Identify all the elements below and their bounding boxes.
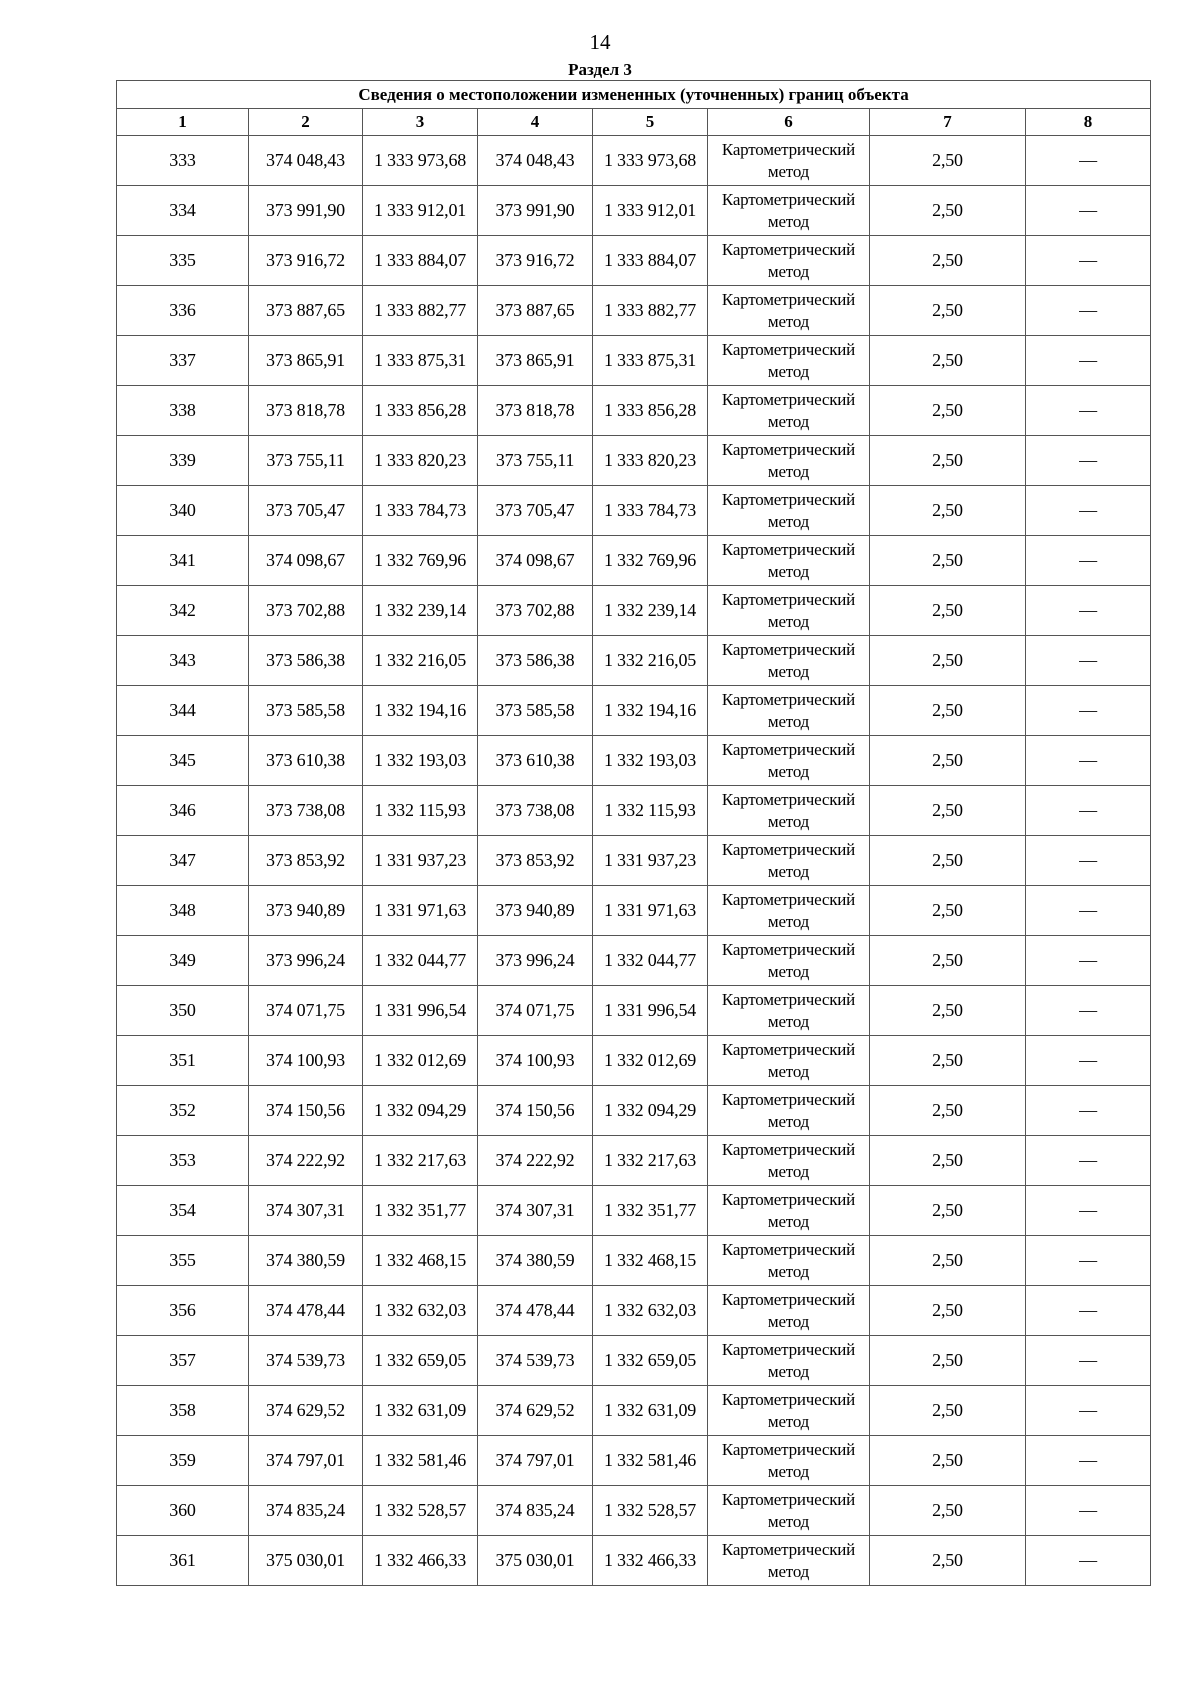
accuracy-cell: 2,50 xyxy=(870,136,1026,186)
point-number-cell: 339 xyxy=(117,436,249,486)
method-cell: Картометрический метод xyxy=(708,1186,870,1236)
y-old-cell: 1 333 882,77 xyxy=(363,286,478,336)
x-new-cell: 374 048,43 xyxy=(478,136,593,186)
table-row xyxy=(117,1536,1151,1586)
note-cell: — xyxy=(1026,186,1151,236)
note-cell: — xyxy=(1026,736,1151,786)
accuracy-cell: 2,50 xyxy=(870,686,1026,736)
point-number-cell: 346 xyxy=(117,786,249,836)
note-cell: — xyxy=(1026,686,1151,736)
y-old-cell: 1 332 216,05 xyxy=(363,636,478,686)
note-cell: — xyxy=(1026,586,1151,636)
x-new-cell: 374 380,59 xyxy=(478,1236,593,1286)
note-cell: — xyxy=(1026,1486,1151,1536)
note-cell: — xyxy=(1026,786,1151,836)
y-old-cell: 1 333 973,68 xyxy=(363,136,478,186)
y-old-cell: 1 332 466,33 xyxy=(363,1536,478,1586)
column-number: 3 xyxy=(363,109,478,136)
y-new-cell: 1 332 466,33 xyxy=(593,1536,708,1586)
table-body xyxy=(117,136,1151,1586)
accuracy-cell: 2,50 xyxy=(870,1236,1026,1286)
table-row xyxy=(117,186,1151,236)
y-new-cell: 1 332 528,57 xyxy=(593,1486,708,1536)
column-number: 8 xyxy=(1026,109,1151,136)
note-cell: — xyxy=(1026,136,1151,186)
x-old-cell: 373 853,92 xyxy=(249,836,363,886)
x-old-cell: 374 380,59 xyxy=(249,1236,363,1286)
x-old-cell: 373 865,91 xyxy=(249,336,363,386)
y-old-cell: 1 332 528,57 xyxy=(363,1486,478,1536)
y-new-cell: 1 333 973,68 xyxy=(593,136,708,186)
method-cell: Картометрический метод xyxy=(708,1536,870,1586)
x-old-cell: 373 755,11 xyxy=(249,436,363,486)
accuracy-cell: 2,50 xyxy=(870,1036,1026,1086)
y-old-cell: 1 332 094,29 xyxy=(363,1086,478,1136)
point-number-cell: 351 xyxy=(117,1036,249,1086)
x-old-cell: 374 629,52 xyxy=(249,1386,363,1436)
table-row xyxy=(117,1236,1151,1286)
x-new-cell: 373 705,47 xyxy=(478,486,593,536)
column-number: 4 xyxy=(478,109,593,136)
y-old-cell: 1 332 632,03 xyxy=(363,1286,478,1336)
y-old-cell: 1 332 631,09 xyxy=(363,1386,478,1436)
y-new-cell: 1 333 912,01 xyxy=(593,186,708,236)
x-new-cell: 374 150,56 xyxy=(478,1086,593,1136)
y-new-cell: 1 332 632,03 xyxy=(593,1286,708,1336)
note-cell: — xyxy=(1026,1536,1151,1586)
y-old-cell: 1 332 044,77 xyxy=(363,936,478,986)
accuracy-cell: 2,50 xyxy=(870,1386,1026,1436)
y-old-cell: 1 332 012,69 xyxy=(363,1036,478,1086)
note-cell: — xyxy=(1026,936,1151,986)
point-number-cell: 336 xyxy=(117,286,249,336)
method-cell: Картометрический метод xyxy=(708,836,870,886)
point-number-cell: 338 xyxy=(117,386,249,436)
point-number-cell: 360 xyxy=(117,1486,249,1536)
x-new-cell: 373 853,92 xyxy=(478,836,593,886)
x-old-cell: 373 887,65 xyxy=(249,286,363,336)
x-old-cell: 373 585,58 xyxy=(249,686,363,736)
note-cell: — xyxy=(1026,1036,1151,1086)
y-old-cell: 1 331 996,54 xyxy=(363,986,478,1036)
y-old-cell: 1 333 856,28 xyxy=(363,386,478,436)
table-row xyxy=(117,136,1151,186)
point-number-cell: 361 xyxy=(117,1536,249,1586)
accuracy-cell: 2,50 xyxy=(870,736,1026,786)
x-old-cell: 374 478,44 xyxy=(249,1286,363,1336)
x-new-cell: 374 797,01 xyxy=(478,1436,593,1486)
accuracy-cell: 2,50 xyxy=(870,936,1026,986)
y-old-cell: 1 332 769,96 xyxy=(363,536,478,586)
method-cell: Картометрический метод xyxy=(708,1336,870,1386)
accuracy-cell: 2,50 xyxy=(870,836,1026,886)
method-cell: Картометрический метод xyxy=(708,236,870,286)
method-cell: Картометрический метод xyxy=(708,536,870,586)
x-old-cell: 374 150,56 xyxy=(249,1086,363,1136)
y-old-cell: 1 332 217,63 xyxy=(363,1136,478,1186)
point-number-cell: 352 xyxy=(117,1086,249,1136)
accuracy-cell: 2,50 xyxy=(870,1086,1026,1136)
y-old-cell: 1 331 971,63 xyxy=(363,886,478,936)
point-number-cell: 345 xyxy=(117,736,249,786)
note-cell: — xyxy=(1026,1186,1151,1236)
y-new-cell: 1 333 856,28 xyxy=(593,386,708,436)
boundary-coordinates-table xyxy=(116,80,1151,1586)
x-new-cell: 373 738,08 xyxy=(478,786,593,836)
point-number-cell: 342 xyxy=(117,586,249,636)
column-number: 2 xyxy=(249,109,363,136)
method-cell: Картометрический метод xyxy=(708,1386,870,1436)
accuracy-cell: 2,50 xyxy=(870,886,1026,936)
y-old-cell: 1 333 912,01 xyxy=(363,186,478,236)
table-row xyxy=(117,836,1151,886)
method-cell: Картометрический метод xyxy=(708,986,870,1036)
point-number-cell: 341 xyxy=(117,536,249,586)
note-cell: — xyxy=(1026,286,1151,336)
y-new-cell: 1 331 937,23 xyxy=(593,836,708,886)
point-number-cell: 358 xyxy=(117,1386,249,1436)
x-new-cell: 373 610,38 xyxy=(478,736,593,786)
y-old-cell: 1 332 468,15 xyxy=(363,1236,478,1286)
y-old-cell: 1 332 193,03 xyxy=(363,736,478,786)
table-row xyxy=(117,1486,1151,1536)
y-new-cell: 1 333 784,73 xyxy=(593,486,708,536)
y-new-cell: 1 332 115,93 xyxy=(593,786,708,836)
table-row xyxy=(117,786,1151,836)
table-caption: Сведения о местоположении измененных (уточненных) границ объекта xyxy=(117,81,1151,109)
x-old-cell: 374 100,93 xyxy=(249,1036,363,1086)
table-row xyxy=(117,986,1151,1036)
method-cell: Картометрический метод xyxy=(708,1286,870,1336)
accuracy-cell: 2,50 xyxy=(870,1486,1026,1536)
y-new-cell: 1 331 971,63 xyxy=(593,886,708,936)
table-row xyxy=(117,236,1151,286)
x-new-cell: 373 865,91 xyxy=(478,336,593,386)
method-cell: Картометрический метод xyxy=(708,286,870,336)
note-cell: — xyxy=(1026,386,1151,436)
table-row xyxy=(117,586,1151,636)
accuracy-cell: 2,50 xyxy=(870,1436,1026,1486)
x-new-cell: 373 755,11 xyxy=(478,436,593,486)
y-old-cell: 1 333 884,07 xyxy=(363,236,478,286)
x-new-cell: 373 586,38 xyxy=(478,636,593,686)
point-number-cell: 347 xyxy=(117,836,249,886)
table-row xyxy=(117,886,1151,936)
y-old-cell: 1 333 784,73 xyxy=(363,486,478,536)
x-new-cell: 373 996,24 xyxy=(478,936,593,986)
method-cell: Картометрический метод xyxy=(708,1036,870,1086)
x-new-cell: 374 478,44 xyxy=(478,1286,593,1336)
y-old-cell: 1 333 820,23 xyxy=(363,436,478,486)
point-number-cell: 355 xyxy=(117,1236,249,1286)
table-row xyxy=(117,1386,1151,1436)
x-old-cell: 374 222,92 xyxy=(249,1136,363,1186)
y-old-cell: 1 331 937,23 xyxy=(363,836,478,886)
note-cell: — xyxy=(1026,486,1151,536)
accuracy-cell: 2,50 xyxy=(870,236,1026,286)
point-number-cell: 350 xyxy=(117,986,249,1036)
table-row xyxy=(117,736,1151,786)
note-cell: — xyxy=(1026,1386,1151,1436)
note-cell: — xyxy=(1026,1286,1151,1336)
method-cell: Картометрический метод xyxy=(708,736,870,786)
y-new-cell: 1 333 882,77 xyxy=(593,286,708,336)
x-old-cell: 373 705,47 xyxy=(249,486,363,536)
y-old-cell: 1 332 659,05 xyxy=(363,1336,478,1386)
note-cell: — xyxy=(1026,1436,1151,1486)
x-old-cell: 374 307,31 xyxy=(249,1186,363,1236)
point-number-cell: 337 xyxy=(117,336,249,386)
table-row xyxy=(117,486,1151,536)
column-number: 7 xyxy=(870,109,1026,136)
accuracy-cell: 2,50 xyxy=(870,586,1026,636)
x-old-cell: 373 738,08 xyxy=(249,786,363,836)
point-number-cell: 334 xyxy=(117,186,249,236)
accuracy-cell: 2,50 xyxy=(870,636,1026,686)
x-new-cell: 374 222,92 xyxy=(478,1136,593,1186)
method-cell: Картометрический метод xyxy=(708,686,870,736)
accuracy-cell: 2,50 xyxy=(870,386,1026,436)
table-row xyxy=(117,686,1151,736)
point-number-cell: 343 xyxy=(117,636,249,686)
method-cell: Картометрический метод xyxy=(708,1236,870,1286)
method-cell: Картометрический метод xyxy=(708,1436,870,1486)
method-cell: Картометрический метод xyxy=(708,436,870,486)
column-number: 6 xyxy=(708,109,870,136)
x-new-cell: 374 071,75 xyxy=(478,986,593,1036)
note-cell: — xyxy=(1026,886,1151,936)
y-new-cell: 1 332 094,29 xyxy=(593,1086,708,1136)
method-cell: Картометрический метод xyxy=(708,386,870,436)
table-row xyxy=(117,1136,1151,1186)
table-row xyxy=(117,436,1151,486)
point-number-cell: 354 xyxy=(117,1186,249,1236)
note-cell: — xyxy=(1026,1136,1151,1186)
y-new-cell: 1 331 996,54 xyxy=(593,986,708,1036)
x-old-cell: 373 610,38 xyxy=(249,736,363,786)
x-old-cell: 373 702,88 xyxy=(249,586,363,636)
method-cell: Картометрический метод xyxy=(708,1486,870,1536)
point-number-cell: 348 xyxy=(117,886,249,936)
accuracy-cell: 2,50 xyxy=(870,486,1026,536)
accuracy-cell: 2,50 xyxy=(870,436,1026,486)
accuracy-cell: 2,50 xyxy=(870,1336,1026,1386)
accuracy-cell: 2,50 xyxy=(870,1186,1026,1236)
point-number-cell: 353 xyxy=(117,1136,249,1186)
method-cell: Картометрический метод xyxy=(708,1136,870,1186)
y-old-cell: 1 332 581,46 xyxy=(363,1436,478,1486)
y-new-cell: 1 332 468,15 xyxy=(593,1236,708,1286)
column-number: 1 xyxy=(117,109,249,136)
y-old-cell: 1 332 351,77 xyxy=(363,1186,478,1236)
x-old-cell: 373 940,89 xyxy=(249,886,363,936)
method-cell: Картометрический метод xyxy=(708,936,870,986)
point-number-cell: 340 xyxy=(117,486,249,536)
method-cell: Картометрический метод xyxy=(708,1086,870,1136)
y-new-cell: 1 332 193,03 xyxy=(593,736,708,786)
method-cell: Картометрический метод xyxy=(708,486,870,536)
table-row xyxy=(117,386,1151,436)
section-title: Раздел 3 xyxy=(568,60,632,79)
accuracy-cell: 2,50 xyxy=(870,336,1026,386)
y-old-cell: 1 332 194,16 xyxy=(363,686,478,736)
y-new-cell: 1 333 820,23 xyxy=(593,436,708,486)
column-number-row xyxy=(117,109,1151,136)
y-old-cell: 1 333 875,31 xyxy=(363,336,478,386)
note-cell: — xyxy=(1026,236,1151,286)
table-row xyxy=(117,1286,1151,1336)
accuracy-cell: 2,50 xyxy=(870,286,1026,336)
x-old-cell: 373 991,90 xyxy=(249,186,363,236)
accuracy-cell: 2,50 xyxy=(870,536,1026,586)
accuracy-cell: 2,50 xyxy=(870,986,1026,1036)
y-new-cell: 1 333 875,31 xyxy=(593,336,708,386)
y-new-cell: 1 332 659,05 xyxy=(593,1336,708,1386)
x-new-cell: 373 916,72 xyxy=(478,236,593,286)
accuracy-cell: 2,50 xyxy=(870,786,1026,836)
method-cell: Картометрический метод xyxy=(708,586,870,636)
x-old-cell: 374 098,67 xyxy=(249,536,363,586)
table-row xyxy=(117,536,1151,586)
note-cell: — xyxy=(1026,636,1151,686)
table-row xyxy=(117,336,1151,386)
x-new-cell: 373 818,78 xyxy=(478,386,593,436)
accuracy-cell: 2,50 xyxy=(870,1136,1026,1186)
table-row xyxy=(117,936,1151,986)
x-new-cell: 375 030,01 xyxy=(478,1536,593,1586)
point-number-cell: 333 xyxy=(117,136,249,186)
note-cell: — xyxy=(1026,536,1151,586)
method-cell: Картометрический метод xyxy=(708,636,870,686)
x-new-cell: 373 702,88 xyxy=(478,586,593,636)
y-new-cell: 1 332 044,77 xyxy=(593,936,708,986)
note-cell: — xyxy=(1026,336,1151,386)
method-cell: Картометрический метод xyxy=(708,786,870,836)
point-number-cell: 344 xyxy=(117,686,249,736)
table-row xyxy=(117,1436,1151,1486)
method-cell: Картометрический метод xyxy=(708,136,870,186)
point-number-cell: 356 xyxy=(117,1286,249,1336)
x-old-cell: 375 030,01 xyxy=(249,1536,363,1586)
note-cell: — xyxy=(1026,1336,1151,1386)
x-new-cell: 373 991,90 xyxy=(478,186,593,236)
note-cell: — xyxy=(1026,1236,1151,1286)
column-number: 5 xyxy=(593,109,708,136)
table-row xyxy=(117,286,1151,336)
x-new-cell: 374 098,67 xyxy=(478,536,593,586)
x-old-cell: 373 818,78 xyxy=(249,386,363,436)
x-new-cell: 374 307,31 xyxy=(478,1186,593,1236)
table-row xyxy=(117,1186,1151,1236)
x-old-cell: 373 916,72 xyxy=(249,236,363,286)
table-row xyxy=(117,1036,1151,1086)
accuracy-cell: 2,50 xyxy=(870,186,1026,236)
page-number: 14 xyxy=(589,30,611,54)
x-old-cell: 373 586,38 xyxy=(249,636,363,686)
y-new-cell: 1 332 217,63 xyxy=(593,1136,708,1186)
method-cell: Картометрический метод xyxy=(708,886,870,936)
point-number-cell: 357 xyxy=(117,1336,249,1386)
x-new-cell: 373 940,89 xyxy=(478,886,593,936)
y-new-cell: 1 332 239,14 xyxy=(593,586,708,636)
y-new-cell: 1 332 631,09 xyxy=(593,1386,708,1436)
x-old-cell: 373 996,24 xyxy=(249,936,363,986)
x-new-cell: 373 887,65 xyxy=(478,286,593,336)
y-new-cell: 1 332 581,46 xyxy=(593,1436,708,1486)
method-cell: Картометрический метод xyxy=(708,336,870,386)
x-old-cell: 374 797,01 xyxy=(249,1436,363,1486)
x-new-cell: 373 585,58 xyxy=(478,686,593,736)
table-row xyxy=(117,1336,1151,1386)
point-number-cell: 335 xyxy=(117,236,249,286)
y-new-cell: 1 333 884,07 xyxy=(593,236,708,286)
x-old-cell: 374 835,24 xyxy=(249,1486,363,1536)
table-row xyxy=(117,636,1151,686)
note-cell: — xyxy=(1026,836,1151,886)
note-cell: — xyxy=(1026,1086,1151,1136)
table-row xyxy=(117,1086,1151,1136)
note-cell: — xyxy=(1026,436,1151,486)
x-old-cell: 374 071,75 xyxy=(249,986,363,1036)
x-old-cell: 374 539,73 xyxy=(249,1336,363,1386)
x-new-cell: 374 539,73 xyxy=(478,1336,593,1386)
x-new-cell: 374 100,93 xyxy=(478,1036,593,1086)
accuracy-cell: 2,50 xyxy=(870,1536,1026,1586)
accuracy-cell: 2,50 xyxy=(870,1286,1026,1336)
method-cell: Картометрический метод xyxy=(708,186,870,236)
y-old-cell: 1 332 239,14 xyxy=(363,586,478,636)
y-new-cell: 1 332 012,69 xyxy=(593,1036,708,1086)
y-new-cell: 1 332 194,16 xyxy=(593,686,708,736)
x-old-cell: 374 048,43 xyxy=(249,136,363,186)
point-number-cell: 349 xyxy=(117,936,249,986)
note-cell: — xyxy=(1026,986,1151,1036)
x-new-cell: 374 835,24 xyxy=(478,1486,593,1536)
point-number-cell: 359 xyxy=(117,1436,249,1486)
y-new-cell: 1 332 351,77 xyxy=(593,1186,708,1236)
y-new-cell: 1 332 216,05 xyxy=(593,636,708,686)
y-old-cell: 1 332 115,93 xyxy=(363,786,478,836)
x-new-cell: 374 629,52 xyxy=(478,1386,593,1436)
y-new-cell: 1 332 769,96 xyxy=(593,536,708,586)
